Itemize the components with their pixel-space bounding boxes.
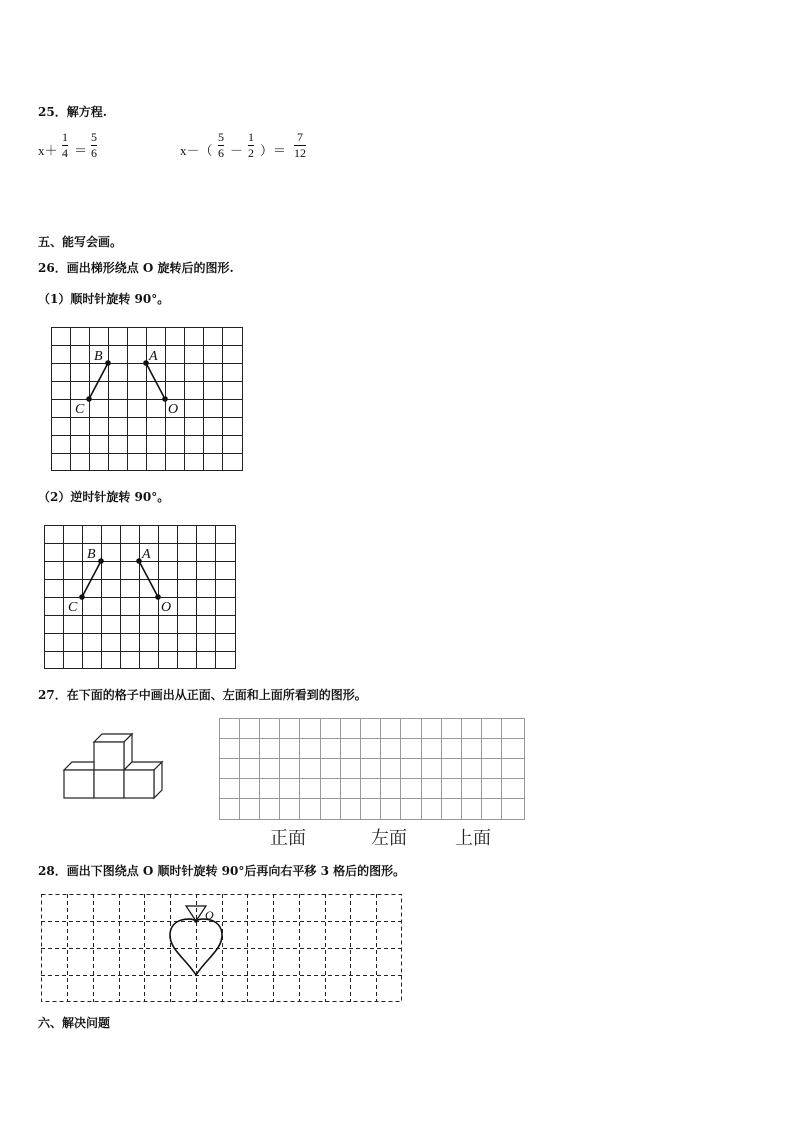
label-b: B bbox=[94, 349, 103, 364]
view-label-front: 正面 bbox=[270, 828, 306, 849]
view-label-top: 上面 bbox=[455, 828, 491, 849]
eq1-x: x＋ bbox=[38, 143, 58, 158]
point-c bbox=[87, 397, 91, 401]
question-27-title: 27．在下面的格子中画出从正面、左面和上面所看到的图形。 bbox=[38, 688, 367, 702]
grid-2[interactable] bbox=[44, 525, 236, 670]
label-o: O bbox=[168, 402, 179, 417]
eq1-fraction-1: 1 4 bbox=[62, 130, 68, 160]
label-c: C bbox=[68, 600, 78, 615]
eq2-fraction-1: 5 6 bbox=[218, 130, 224, 160]
label-a: A bbox=[149, 349, 158, 364]
question-26-part-1: （1）顺时针旋转 90°。 bbox=[38, 292, 170, 306]
question-26-part-2: （2）逆时针旋转 90°。 bbox=[38, 490, 170, 504]
views-grid[interactable] bbox=[219, 718, 525, 820]
section-5-heading: 五、能写会画。 bbox=[38, 235, 123, 249]
point-o bbox=[194, 919, 198, 923]
point-o bbox=[156, 595, 160, 599]
label-b: B bbox=[87, 547, 96, 562]
eq2-fraction-2: 1 2 bbox=[248, 130, 254, 160]
label-a: A bbox=[142, 547, 151, 562]
eq2-close: ）＝ bbox=[260, 143, 287, 158]
eq2-x: x－（ bbox=[180, 143, 213, 158]
question-26-title: 26．画出梯形绕点 O 旋转后的图形. bbox=[38, 261, 234, 275]
section-6-heading: 六、解决问题 bbox=[38, 1016, 111, 1030]
label-c: C bbox=[75, 402, 85, 417]
grid-2-lines bbox=[44, 525, 236, 669]
eq1-equals: ＝ bbox=[74, 143, 88, 158]
grid-1[interactable] bbox=[51, 327, 243, 472]
dashed-grid[interactable] bbox=[41, 894, 403, 1002]
point-b bbox=[99, 559, 103, 563]
label-o: O bbox=[161, 600, 172, 615]
point-a bbox=[144, 361, 148, 365]
cube-stack-figure bbox=[64, 734, 168, 800]
eq2-fraction-3: 7 12 bbox=[294, 130, 306, 160]
question-25-title: 25．解方程. bbox=[38, 105, 107, 119]
view-label-left: 左面 bbox=[371, 828, 407, 849]
point-c bbox=[80, 595, 84, 599]
label-o: O bbox=[205, 908, 214, 922]
eq2-minus: － bbox=[230, 143, 244, 158]
point-o bbox=[163, 397, 167, 401]
eq1-fraction-2: 5 6 bbox=[91, 130, 97, 160]
point-a bbox=[137, 559, 141, 563]
point-b bbox=[106, 361, 110, 365]
question-28-title: 28．画出下图绕点 O 顺时针旋转 90°后再向右平移 3 格后的图形。 bbox=[38, 864, 406, 878]
grid-1-lines bbox=[51, 327, 243, 471]
